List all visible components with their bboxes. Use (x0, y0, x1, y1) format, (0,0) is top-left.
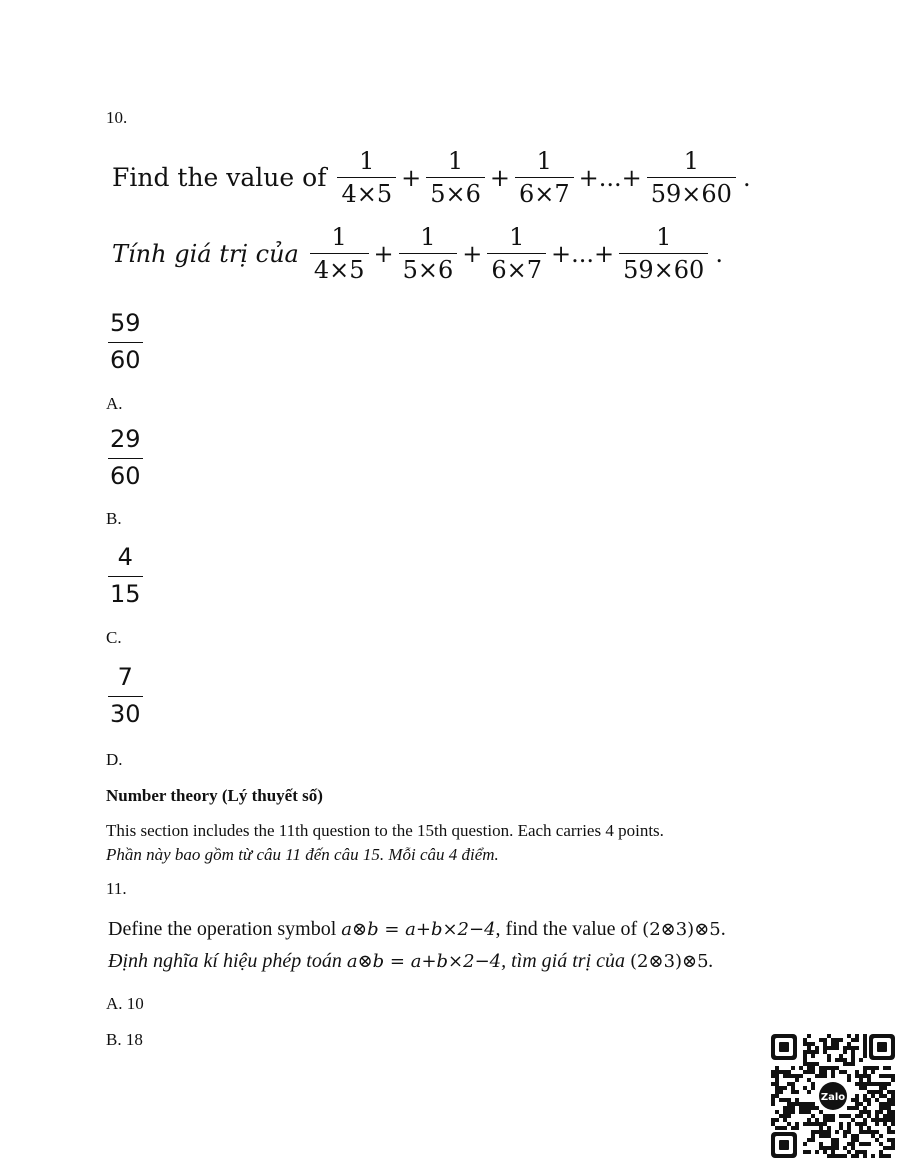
question-11-english: Define the operation symbol a⊗b = a+b×2−4, find the value of (2⊗3)⊗5. (108, 918, 726, 940)
fraction: $\frac{1}{5\times 6}$ (426, 148, 485, 208)
question-10-vietnamese: Tính giá trị của $\frac{1}{4\times 5}$ + $\frac{1}{5\times 6}$ + $\frac{1}{6\times 7}$ +...+ $\frac{1}{59\times 60}$ . (112, 223, 723, 285)
question-prefix: Find the value of (112, 163, 327, 193)
option-d-fraction: $\frac{7}{30}$ (110, 663, 141, 728)
fraction: $\frac{1}{59\times 60}$ (647, 148, 736, 208)
section-description-english: This section includes the 11th question to the 15th question. Each carries 4 points. (106, 821, 664, 840)
operation-expression: (2⊗3)⊗5 (630, 951, 709, 972)
fraction: $\frac{1}{4\times 5}$ (337, 148, 396, 208)
fraction: $\frac{1}{59\times 60}$ (619, 224, 708, 284)
operation-expression: (2⊗3)⊗5 (642, 919, 721, 940)
section-heading: Number theory (Lý thuyết số) (106, 786, 323, 805)
question-11-vietnamese: Định nghĩa kí hiệu phép toán a⊗b = a+b×2−4, tìm giá trị của (2⊗3)⊗5. (108, 950, 714, 972)
operation-definition: a⊗b = a+b×2−4 (341, 919, 496, 940)
question-10-english: Find the value of $\frac{1}{4\times 5}$ + $\frac{1}{5\times 6}$ + $\frac{1}{6\times 7}$ +...+ $\frac{1}{59\times 60}$ . (112, 147, 751, 209)
option-b-fraction: $\frac{29}{60}$ (110, 425, 141, 490)
option-a-label[interactable]: A. (106, 394, 123, 413)
option-a-fraction: $\frac{59}{60}$ (110, 309, 141, 374)
option-c-label[interactable]: C. (106, 628, 122, 647)
operation-definition: a⊗b = a+b×2−4 (346, 951, 502, 972)
option-b-label[interactable]: B. (106, 509, 122, 528)
question-number: 11. (106, 879, 127, 898)
fraction: $\frac{1}{4\times 5}$ (310, 224, 369, 284)
zalo-logo: Zalo (820, 1092, 846, 1103)
fraction: $\frac{1}{6\times 7}$ (515, 148, 574, 208)
fraction: $\frac{1}{6\times 7}$ (487, 224, 546, 284)
qr-code[interactable] (771, 1034, 895, 1158)
option-d-label[interactable]: D. (106, 750, 123, 769)
section-description-vietnamese: Phần này bao gồm từ câu 11 đến câu 15. Mỗi câu 4 điểm. (106, 845, 499, 864)
answer-option[interactable]: A. 10 (106, 994, 144, 1013)
fraction: $\frac{1}{5\times 6}$ (399, 224, 458, 284)
qr-code-icon (771, 1034, 895, 1158)
answer-option[interactable]: B. 18 (106, 1030, 143, 1049)
question-number: 10. (106, 108, 128, 127)
question-prefix: Tính giá trị của (112, 239, 299, 268)
option-c-fraction: $\frac{4}{15}$ (110, 543, 141, 608)
